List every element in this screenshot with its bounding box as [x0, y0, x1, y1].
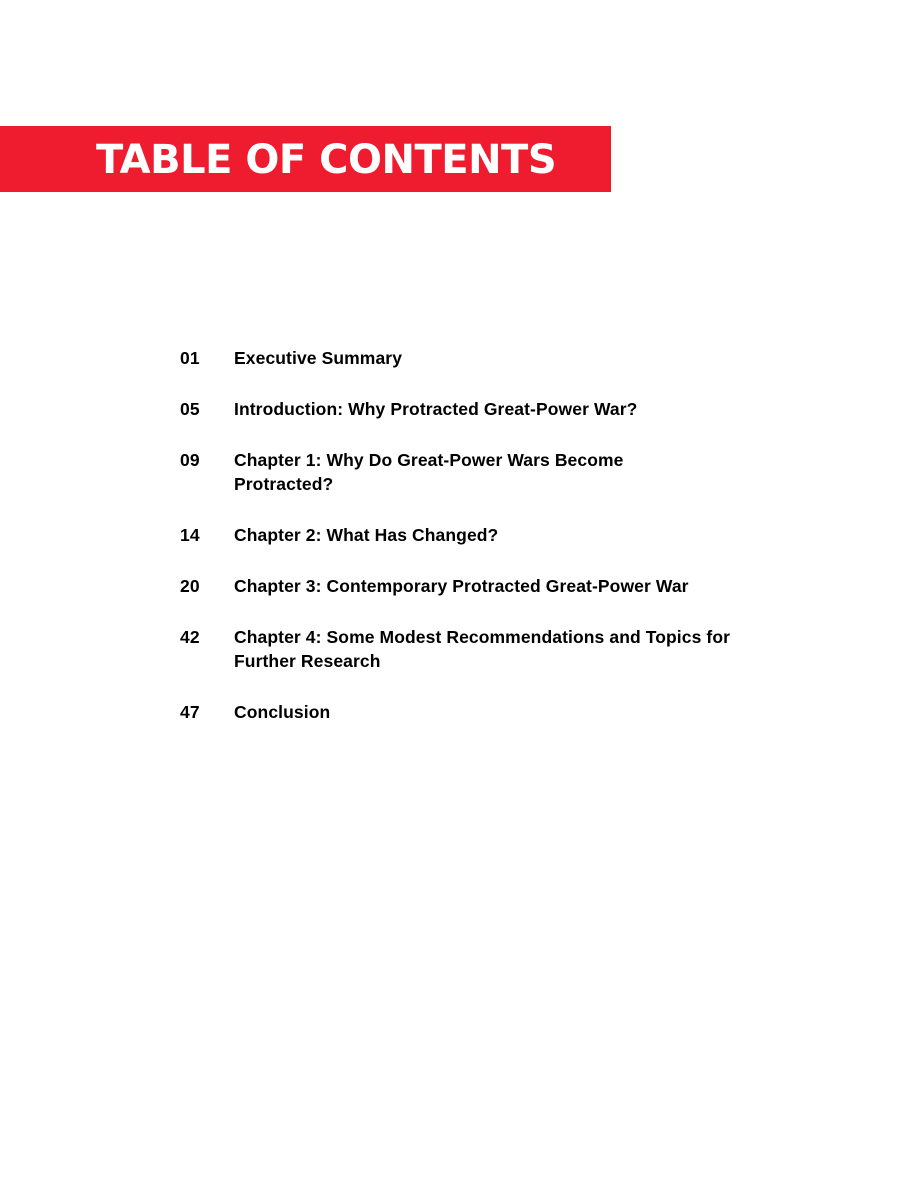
toc-entry-title: Executive Summary	[234, 348, 403, 368]
table-of-contents	[180, 346, 780, 751]
toc-entry-title: Chapter 1: Why Do Great-Power Wars Become Protracted?	[234, 450, 624, 494]
toc-page-number: 01	[180, 348, 200, 368]
toc-page-number: 20	[180, 576, 200, 596]
toc-entry-executive-summary[interactable]	[180, 346, 780, 370]
title-banner	[0, 126, 611, 192]
toc-entry-chapter-2[interactable]	[180, 523, 780, 547]
toc-entry-title: Chapter 2: What Has Changed?	[234, 525, 499, 545]
toc-entry-chapter-3[interactable]	[180, 574, 780, 598]
toc-entry-title: Introduction: Why Protracted Great-Power War?	[234, 399, 638, 419]
toc-page-number: 42	[180, 627, 200, 647]
toc-entry-title: Conclusion	[234, 702, 331, 722]
toc-page-number: 05	[180, 399, 200, 419]
toc-entry-title: Chapter 4: Some Modest Recommendations and Topics for Further Research	[234, 627, 731, 671]
toc-entry-conclusion[interactable]	[180, 700, 780, 724]
page-title: TABLE OF CONTENTS	[96, 137, 557, 183]
toc-entry-introduction[interactable]	[180, 397, 780, 421]
toc-page-number: 47	[180, 702, 200, 722]
toc-page-number: 09	[180, 450, 200, 470]
toc-page-number: 14	[180, 525, 200, 545]
toc-entry-chapter-4[interactable]	[180, 625, 780, 673]
toc-entry-chapter-1[interactable]	[180, 448, 780, 496]
toc-entry-title: Chapter 3: Contemporary Protracted Great-Power War	[234, 576, 689, 596]
